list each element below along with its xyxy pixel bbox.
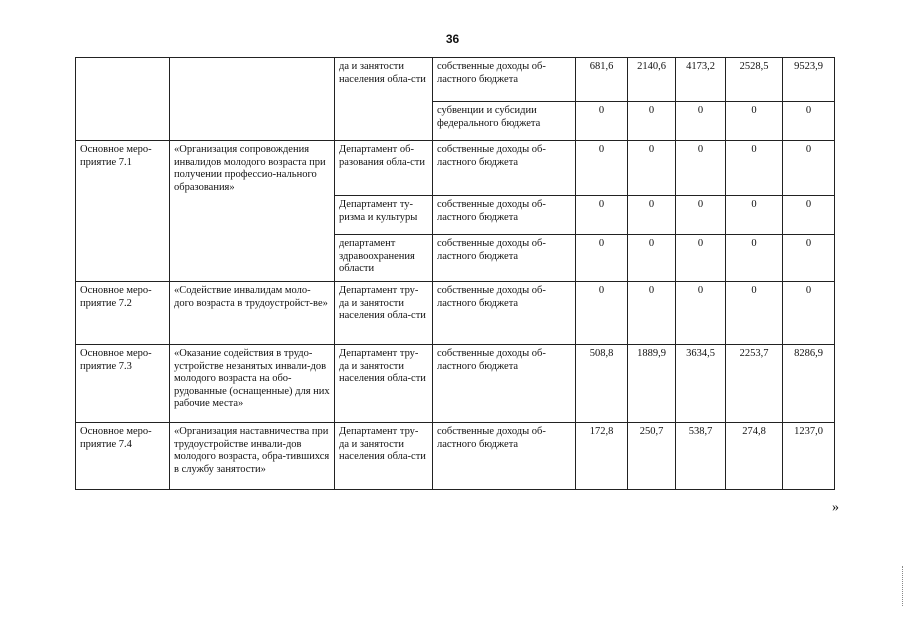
measure-cell: Основное меро-приятие 7.2 [76, 282, 170, 345]
value-cell: 0 [676, 102, 726, 141]
value-cell: 3634,5 [676, 345, 726, 423]
table-row [76, 141, 835, 196]
funding-source-cell: собственные доходы об-ластного бюджета [433, 423, 576, 490]
table-row [76, 58, 835, 102]
value-cell: 9523,9 [783, 58, 835, 102]
value-cell: 1889,9 [628, 345, 676, 423]
value-cell: 0 [783, 141, 835, 196]
executor-cell: департамент здравоохранения области [335, 235, 433, 282]
value-cell: 0 [783, 196, 835, 235]
value-cell: 0 [676, 196, 726, 235]
funding-source-cell: собственные доходы об-ластного бюджета [433, 345, 576, 423]
value-cell: 1237,0 [783, 423, 835, 490]
value-cell: 0 [576, 282, 628, 345]
value-cell: 0 [676, 235, 726, 282]
value-cell: 0 [783, 102, 835, 141]
value-cell: 0 [676, 282, 726, 345]
table-row [76, 345, 835, 423]
value-cell: 681,6 [576, 58, 628, 102]
funding-source-cell: собственные доходы об-ластного бюджета [433, 141, 576, 196]
value-cell: 0 [726, 102, 783, 141]
value-cell: 0 [783, 235, 835, 282]
funding-source-cell: собственные доходы об-ластного бюджета [433, 235, 576, 282]
value-cell: 2140,6 [628, 58, 676, 102]
measure-name-cell: «Организация наставничества при трудоустройстве инвали-дов молодого возраста, обра-тившихся в службу занятости» [170, 423, 335, 490]
value-cell: 0 [628, 196, 676, 235]
value-cell: 274,8 [726, 423, 783, 490]
value-cell: 0 [726, 141, 783, 196]
value-cell: 0 [576, 102, 628, 141]
value-cell: 0 [628, 141, 676, 196]
value-cell: 250,7 [628, 423, 676, 490]
executor-cell: да и занятости населения обла-сти [335, 58, 433, 141]
funding-source-cell: субвенции и субсидии федерального бюджета [433, 102, 576, 141]
value-cell: 0 [628, 282, 676, 345]
value-cell: 0 [726, 235, 783, 282]
value-cell: 0 [576, 196, 628, 235]
funding-source-cell: собственные доходы об-ластного бюджета [433, 196, 576, 235]
executor-cell: Департамент ту-ризма и культуры [335, 196, 433, 235]
executor-cell: Департамент тру-да и занятости населения обла-сти [335, 345, 433, 423]
closing-quote: » [832, 500, 839, 515]
executor-cell: Департамент тру-да и занятости населения обла-сти [335, 423, 433, 490]
value-cell: 0 [576, 235, 628, 282]
table-row [76, 423, 835, 490]
value-cell: 0 [783, 282, 835, 345]
margin-mark [902, 566, 904, 606]
value-cell: 2253,7 [726, 345, 783, 423]
measure-cell: Основное меро-приятие 7.4 [76, 423, 170, 490]
measure-cell [76, 58, 170, 141]
value-cell: 0 [576, 141, 628, 196]
value-cell: 172,8 [576, 423, 628, 490]
measure-name-cell [170, 58, 335, 141]
value-cell: 538,7 [676, 423, 726, 490]
value-cell: 0 [726, 196, 783, 235]
value-cell: 4173,2 [676, 58, 726, 102]
value-cell: 0 [676, 141, 726, 196]
value-cell: 8286,9 [783, 345, 835, 423]
executor-cell: Департамент об-разования обла-сти [335, 141, 433, 196]
measure-cell: Основное меро-приятие 7.3 [76, 345, 170, 423]
measure-name-cell: «Содействие инвалидам моло-дого возраста в трудоустройст-ве» [170, 282, 335, 345]
measure-name-cell: «Оказание содействия в трудо-устройстве незанятых инвали-дов молодого возраста на обо-рудованные (оснащенные) для них рабочие места» [170, 345, 335, 423]
funding-source-cell: собственные доходы об-ластного бюджета [433, 282, 576, 345]
page-number: 36 [445, 32, 460, 46]
measure-name-cell: «Организация сопровождения инвалидов молодого возраста при получении профессио-нального образования» [170, 141, 335, 282]
value-cell: 2528,5 [726, 58, 783, 102]
budget-table [75, 57, 835, 490]
value-cell: 508,8 [576, 345, 628, 423]
measure-cell: Основное меро-приятие 7.1 [76, 141, 170, 282]
funding-source-cell: собственные доходы об-ластного бюджета [433, 58, 576, 102]
value-cell: 0 [726, 282, 783, 345]
table-row [76, 282, 835, 345]
value-cell: 0 [628, 235, 676, 282]
value-cell: 0 [628, 102, 676, 141]
executor-cell: Департамент тру-да и занятости населения обла-сти [335, 282, 433, 345]
